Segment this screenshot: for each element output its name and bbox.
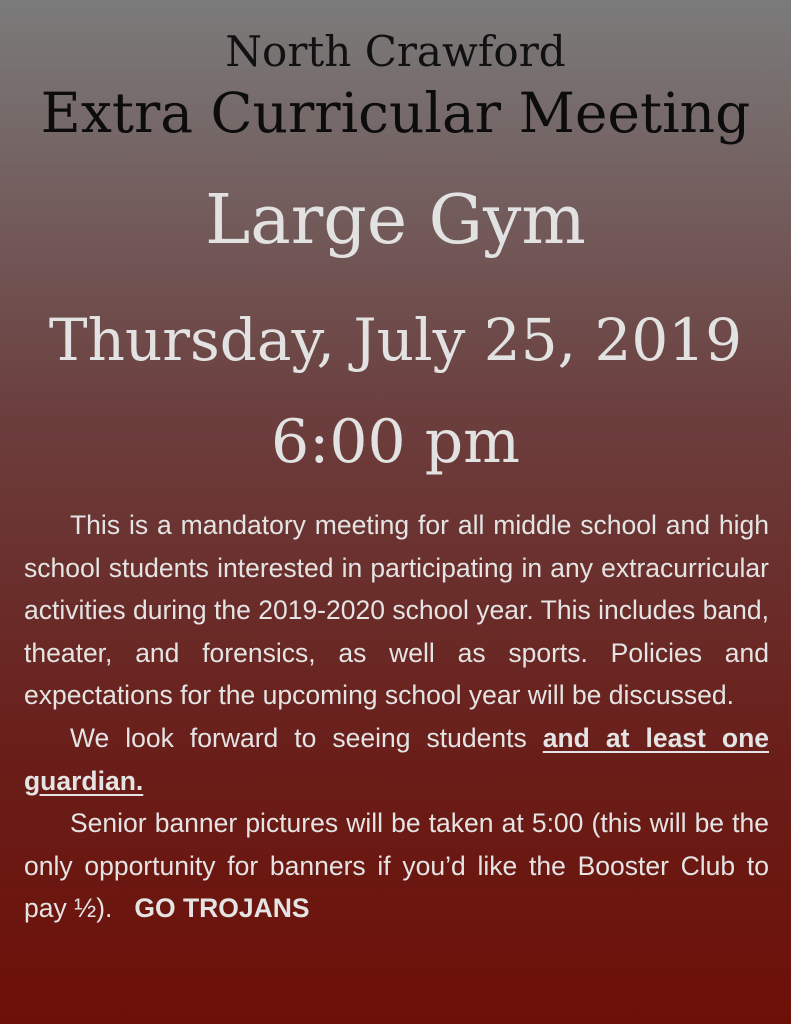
guardian-emphasis: and at least one guardian. <box>24 722 770 796</box>
paragraph-guardian <box>24 717 769 802</box>
meeting-title: Extra Curricular Meeting <box>40 81 751 145</box>
paragraph-mandatory: This is a mandatory meeting for all middle school and high school students interested in participating in any extracurricular activities during the 2019-2020 school year. This includes band, theater, and forensics, as well as sports. Policies and expectations for the upcoming school year will be discussed. <box>24 510 769 711</box>
paragraph-senior-banner <box>24 802 769 930</box>
senior-banner-text: Senior banner pictures will be taken at 5:00 (this will be the only opportunity for banners if you’d like the Booster Club to pay ½). <box>24 808 769 924</box>
closing-slogan: GO TROJANS <box>134 893 310 924</box>
meeting-location: Large Gym <box>205 181 586 260</box>
guardian-text: We look forward to seeing students <box>70 722 543 753</box>
meeting-date: Thursday, July 25, 2019 <box>48 306 743 374</box>
meeting-description <box>24 504 769 930</box>
school-name: North Crawford <box>225 27 566 76</box>
meeting-time: 6:00 pm <box>270 407 521 477</box>
